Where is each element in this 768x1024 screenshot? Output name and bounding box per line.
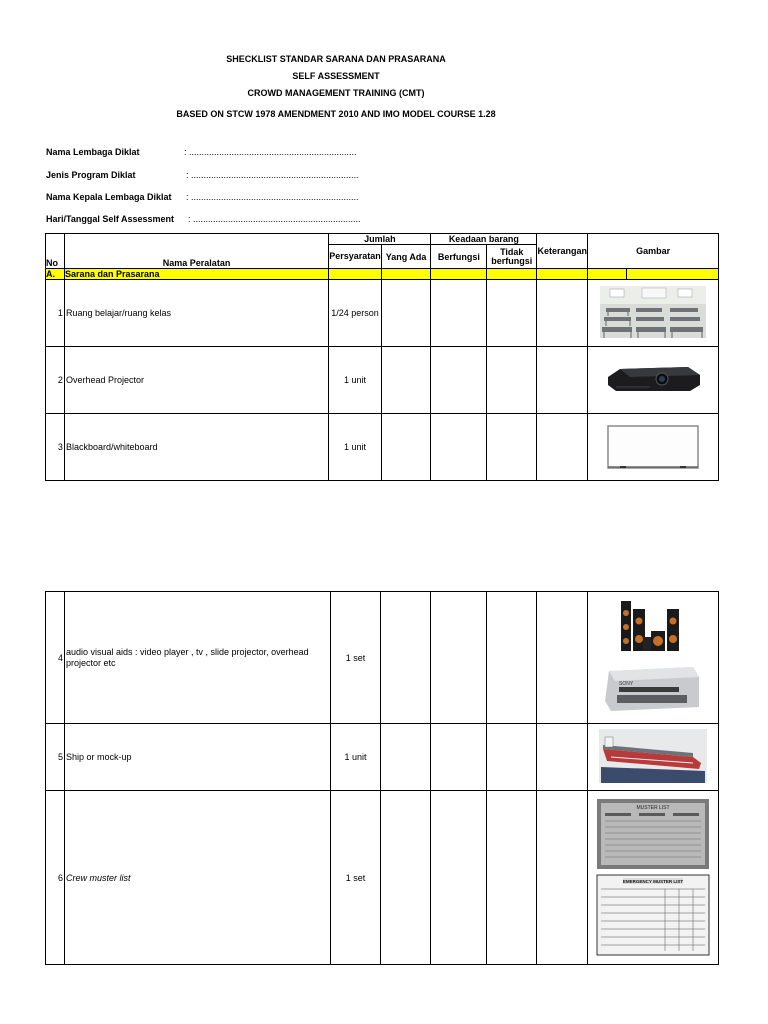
ship-model-image — [597, 727, 709, 785]
field-hari-tanggal — [46, 214, 361, 224]
classroom-image — [600, 286, 706, 338]
row-tidak-berfungsi[interactable] — [487, 592, 537, 724]
header-keadaan: Keadaan barang — [431, 234, 537, 245]
row-no: 1 — [46, 280, 65, 347]
row-berfungsi[interactable] — [431, 280, 487, 347]
doc-title-line2: SELF ASSESSMENT — [292, 71, 380, 81]
table-row — [46, 414, 719, 481]
row-name: audio visual aids : video player , tv , slide projector, overhead projector etc — [64, 592, 330, 724]
row-yang-ada[interactable] — [381, 791, 431, 965]
field-nama-lembaga — [46, 147, 357, 157]
table-row — [46, 592, 719, 724]
row-requirement: 1 set — [330, 592, 381, 724]
row-name: Ship or mock-up — [64, 724, 330, 791]
row-keterangan[interactable] — [537, 414, 588, 481]
row-keterangan[interactable] — [537, 347, 588, 414]
emergency-muster-title: EMERGENCY MUSTER LIST — [622, 878, 684, 884]
row-tidak-berfungsi[interactable] — [487, 414, 537, 481]
row-requirement: 1 unit — [329, 347, 382, 414]
row-no: 4 — [46, 592, 65, 724]
doc-title-line1: SHECKLIST STANDAR SARANA DAN PRASARANA — [226, 54, 446, 64]
row-yang-ada[interactable] — [381, 280, 431, 347]
row-berfungsi[interactable] — [431, 791, 487, 965]
row-image — [588, 280, 719, 347]
row-tidak-berfungsi[interactable] — [487, 347, 537, 414]
header-tidak-berfungsi: Tidak berfungsi — [487, 245, 537, 269]
field-jenis-program — [46, 170, 359, 180]
projector-image — [600, 359, 706, 399]
field-value[interactable]: : ................................................................... — [188, 214, 361, 224]
field-value[interactable]: : ................................................................... — [184, 147, 357, 157]
whiteboard-image — [600, 420, 706, 472]
header-nama-peralatan: Nama Peralatan — [64, 234, 328, 269]
row-no: 6 — [46, 791, 65, 965]
header-keterangan: Keterangan — [537, 234, 588, 269]
row-berfungsi[interactable] — [431, 347, 487, 414]
row-image — [588, 414, 719, 481]
audio-visual-image — [597, 595, 709, 719]
row-image — [587, 724, 718, 791]
row-requirement: 1 unit — [329, 414, 382, 481]
row-image — [588, 347, 719, 414]
row-name: Overhead Projector — [64, 347, 328, 414]
header-yang-ada: Yang Ada — [381, 245, 431, 269]
table-row — [46, 791, 719, 965]
row-berfungsi[interactable] — [431, 592, 487, 724]
header-jumlah: Jumlah — [329, 234, 431, 245]
row-requirement: 1/24 person — [329, 280, 382, 347]
muster-list-image — [595, 797, 711, 957]
row-yang-ada[interactable] — [381, 347, 431, 414]
row-image — [587, 791, 718, 965]
field-label: Jenis Program Diklat — [46, 170, 136, 180]
row-requirement: 1 set — [330, 791, 381, 965]
checklist-table-2 — [45, 591, 719, 965]
row-name: Ruang belajar/ruang kelas — [64, 280, 328, 347]
header-persyaratan: Persyaratan — [329, 245, 382, 269]
doc-title-line4: BASED ON STCW 1978 AMENDMENT 2010 AND IMO MODEL COURSE 1.28 — [176, 109, 496, 119]
section-no: A. — [46, 269, 65, 280]
field-label: Nama Kepala Lembaga Diklat — [46, 192, 172, 202]
header-gambar: Gambar — [588, 234, 719, 269]
row-name: Crew muster list — [64, 791, 330, 965]
row-yang-ada[interactable] — [381, 414, 431, 481]
header-no: No — [46, 234, 65, 269]
field-nama-kepala — [46, 192, 359, 202]
row-keterangan[interactable] — [537, 592, 588, 724]
header-berfungsi: Berfungsi — [431, 245, 487, 269]
row-keterangan[interactable] — [537, 280, 588, 347]
row-no: 2 — [46, 347, 65, 414]
row-keterangan[interactable] — [537, 791, 588, 965]
section-label: Sarana dan Prasarana — [64, 269, 328, 280]
vcr-brand-label: SONY — [618, 680, 634, 687]
row-berfungsi[interactable] — [431, 724, 487, 791]
row-tidak-berfungsi[interactable] — [487, 724, 537, 791]
table-row — [46, 280, 719, 347]
row-no: 5 — [46, 724, 65, 791]
row-yang-ada[interactable] — [381, 724, 431, 791]
row-name: Blackboard/whiteboard — [64, 414, 328, 481]
row-requirement: 1 unit — [330, 724, 381, 791]
field-label: Hari/Tanggal Self Assessment — [46, 214, 175, 224]
row-no: 3 — [46, 414, 65, 481]
row-berfungsi[interactable] — [431, 414, 487, 481]
checklist-table-1 — [45, 233, 719, 481]
row-image — [587, 592, 718, 724]
row-yang-ada[interactable] — [381, 592, 431, 724]
table-row — [46, 347, 719, 414]
field-label: Nama Lembaga Diklat — [46, 147, 140, 157]
table-row — [46, 724, 719, 791]
row-tidak-berfungsi[interactable] — [487, 791, 537, 965]
row-keterangan[interactable] — [537, 724, 588, 791]
row-tidak-berfungsi[interactable] — [487, 280, 537, 347]
field-value[interactable]: : ................................................................... — [186, 170, 359, 180]
muster-list-title: MUSTER LIST — [636, 804, 670, 811]
doc-title-line3: CROWD MANAGEMENT TRAINING (CMT) — [247, 88, 425, 98]
field-value[interactable]: : ................................................................... — [186, 192, 359, 202]
